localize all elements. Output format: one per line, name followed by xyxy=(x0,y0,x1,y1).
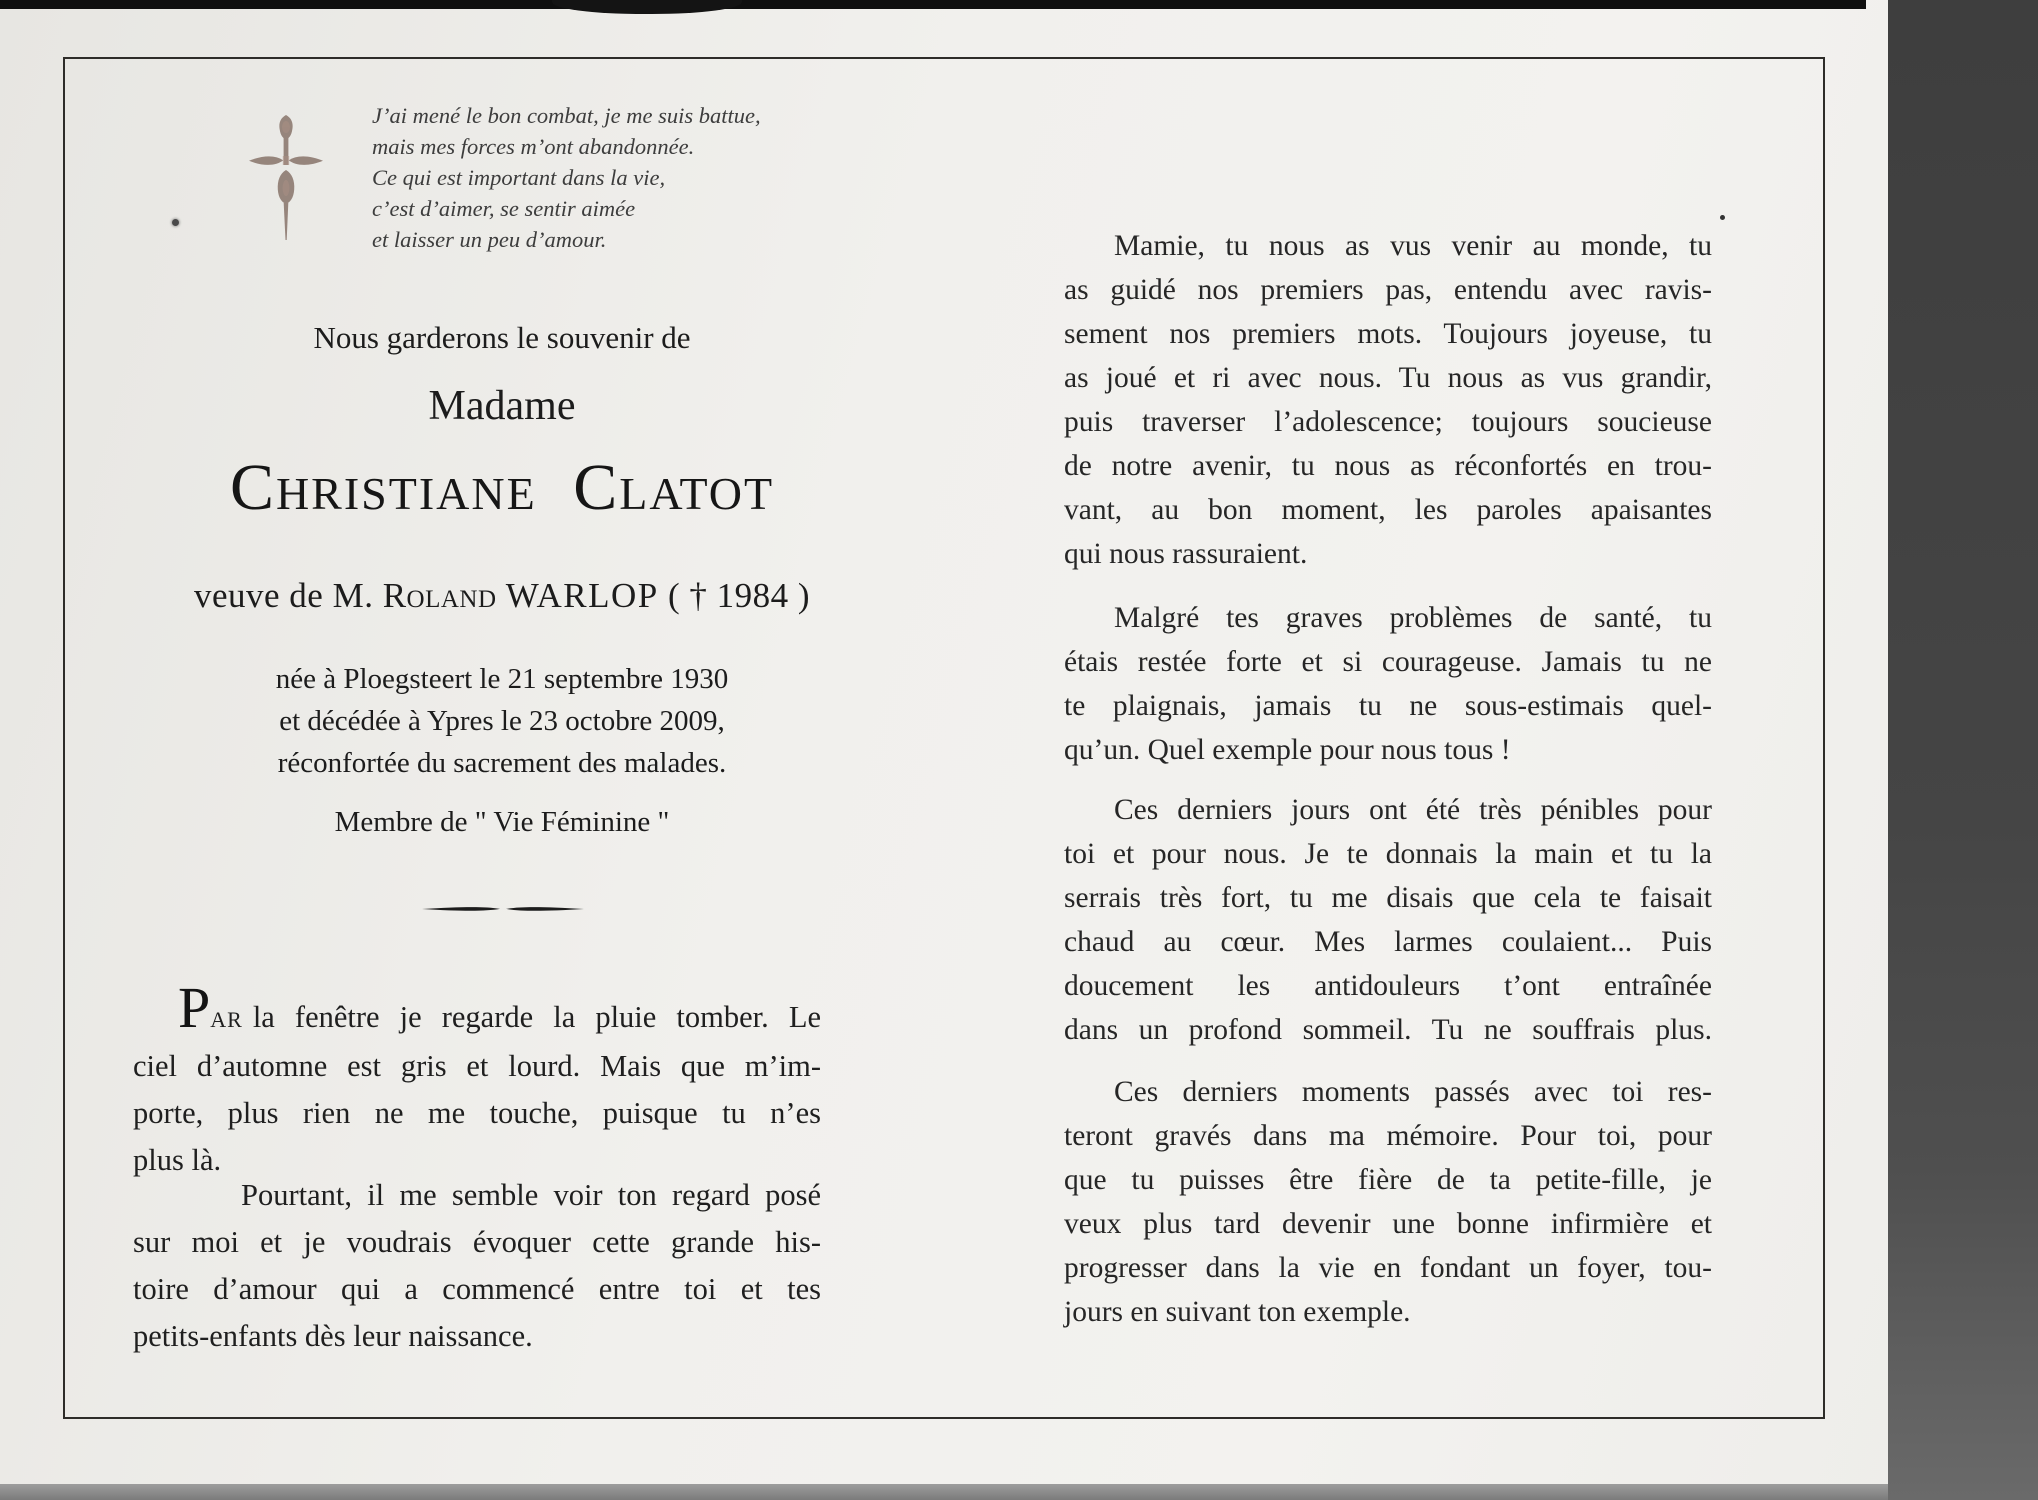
left-paragraph-1-lines: ciel d’automne est gris et lourd. Mais que m’im- porte, plus rien ne me touche, puisque tu n’es plus là. xyxy=(133,1049,821,1177)
right-paragraph-3: Ces derniers jours ont été très pénibles pour toi et pour nous. Je te donnais la main et tu la serrais très fort, tu me disais que cela te faisait chaud au cœur. Mes larmes coulaient... Puis doucement les antidouleurs t’ont entraînée dans un profond sommeil. Tu ne souffrais plus. xyxy=(1064,794,1712,1046)
right-paragraph-2: Malgré tes graves problèmes de santé, tu étais restée forte et si courageuse. Jamais tu ne te plaignais, jamais tu ne sous-estimais quel- qu’un. Quel exemple pour nous tous ! xyxy=(1064,602,1712,766)
left-paragraph-1 xyxy=(133,975,821,1184)
membership-line: Membre de " Vie Féminine " xyxy=(334,806,670,838)
spouse-prefix: veuve de M. xyxy=(193,576,374,615)
initial-small-caps: AR xyxy=(210,1007,243,1032)
right-paragraph-1: Mamie, tu nous as vus venir au monde, tu as guidé nos premiers pas, entendu avec ravis- sement nos premiers mots. Toujours joyeuse, tu as joué et ri avec nous. Tu nous as vus grandir, puis traverser l’adolescence; toujours soucieuse de notre avenir, tu nous as réconfortés en trou- vant, au bon moment, les paroles apaisantes qui nous rassuraient. xyxy=(1064,230,1712,570)
top-scan-edge xyxy=(0,0,1866,9)
right-paragraph-4: Ces derniers moments passés avec toi res- teront gravés dans ma mémoire. Pour toi, pour que tu puisses être fière de ta petite-fille, je veux plus tard devenir une bonne infirmière et progresser dans la vie en fondant un foyer, tou- jours en suivant ton exemple. xyxy=(1064,1076,1712,1328)
spouse-family-name: WARLOP xyxy=(505,576,659,615)
top-scan-edge-bump xyxy=(552,0,742,14)
honorific: Madame xyxy=(428,383,576,429)
deceased-name: Christiane Clatot xyxy=(229,451,775,524)
spouse-line xyxy=(102,576,902,616)
scanner-background xyxy=(1888,0,2038,1500)
spouse-given-name: Roland xyxy=(382,576,497,615)
left-paragraph-1-first-line: PAR la fenêtre je regarde la pluie tomber. Le xyxy=(178,975,821,1040)
divider-ornament-icon xyxy=(422,901,584,911)
epitaph: J’ai mené le bon combat, je me suis battue, mais mes forces m’ont abandonnée. Ce qui est important dans la vie, c’est d’aimer, se sentir aimée et laisser un peu d’amour. xyxy=(372,103,761,252)
cross-icon xyxy=(246,112,326,242)
spouse-death-note: ( † 1984 ) xyxy=(667,576,811,615)
bottom-scan-edge xyxy=(0,1484,1888,1500)
drop-initial: P xyxy=(178,975,211,1040)
intro-line: Nous garderons le souvenir de xyxy=(313,320,691,355)
left-paragraph-2: Pourtant, il me semble voir ton regard posé sur moi et je voudrais évoquer cette grande his- toire d’amour qui a commencé entre toi et tes petits-enfants dès leur naissance. xyxy=(133,1178,821,1353)
birth-death-lines: née à Ploegsteert le 21 septembre 1930 et décédée à Ypres le 23 octobre 2009, réconfortée du sacrement des malades. xyxy=(275,663,729,779)
